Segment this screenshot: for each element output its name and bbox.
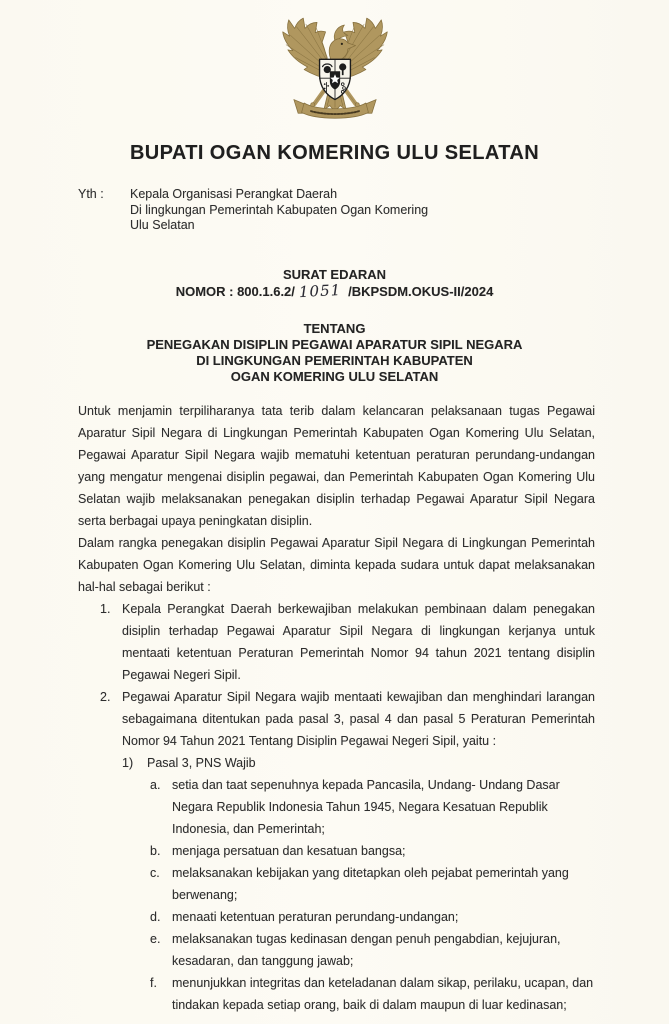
numbered-item-1: [100, 598, 595, 686]
sub-heading-pasal-3: [122, 752, 595, 774]
garuda-pancasila-icon: [275, 14, 395, 132]
about-block: [0, 321, 669, 385]
about-line: OGAN KOMERING ULU SELATAN: [230, 368, 439, 384]
addressee-line: Ulu Selatan: [130, 218, 195, 232]
letter-item-c: [150, 862, 595, 906]
addressee-line: Kepala Organisasi Perangkat Daerah: [130, 187, 338, 201]
sub-heading-marker: 1): [122, 755, 134, 770]
letter-item-text: menaati ketentuan peraturan perundang-undangan;: [172, 909, 459, 924]
letter-item-e: [150, 928, 595, 972]
numbered-item-marker: 2.: [100, 689, 111, 704]
body-paragraph-2: Dalam rangka penegakan disiplin Pegawai Aparatur Sipil Negara di Lingkungan Pemerintah Kabupaten Ogan Komering Ulu Selatan, diminta kepada sudara untuk dapat melaksanakan hal-hal sebagai berikut :: [78, 535, 595, 594]
subject-block: [0, 266, 669, 300]
addressee-lines: [130, 187, 428, 234]
letter-item-a: [150, 774, 595, 840]
letter-item-marker: e.: [150, 931, 161, 946]
document-type: SURAT EDARAN: [282, 266, 387, 282]
letter-item-marker: c.: [150, 865, 160, 880]
letter-item-marker: f.: [150, 975, 157, 990]
addressee-line: Di lingkungan Pemerintah Kabupaten Ogan Komering: [130, 202, 429, 217]
letter-item-text: setia dan taat sepenuhnya kepada Pancasila, Undang- Undang Dasar Negara Republik Indonesia Tahun 1945, Negara Kesatuan Republik Indonesia, dan Pemerintah;: [172, 777, 560, 836]
document-number-suffix: /BKPSDM.OKUS-II/2024: [348, 283, 494, 299]
garuda-pancasila-emblem: [0, 0, 669, 132]
letterhead-title: BUPATI OGAN KOMERING ULU SELATAN: [129, 142, 540, 164]
letter-item-text: melaksanakan tugas kedinasan dengan penuh pengabdian, kejujuran, kesadaran, dan tanggung jawab;: [172, 931, 561, 968]
numbered-item-2: [100, 686, 595, 752]
numbered-item-marker: 1.: [100, 601, 111, 616]
letter-item-marker: b.: [150, 843, 161, 858]
about-label: TENTANG: [303, 320, 366, 336]
letter-item-d: [150, 906, 595, 928]
letter-item-marker: d.: [150, 909, 161, 924]
document-number-handwritten: 1051: [298, 280, 342, 301]
letter-item-text: menjaga persatuan dan kesatuan bangsa;: [172, 843, 406, 858]
addressee-block: [78, 187, 669, 234]
document-number-prefix: NOMOR : 800.1.6.2/: [175, 283, 295, 299]
body-paragraph-1: Untuk menjamin terpiliharanya tata terib dalam kelancaran pelaksanaan tugas Pegawai Aparatur Sipil Negara di Lingkungan Pemerintah Kabupaten Ogan Komering Ulu Selatan, Pegawai Aparatur Sipil Negara wajib mematuhi ketentuan peraturan perundang-undangan yang mengatur mengenai disiplin pegawai, dan Pemerintah Kabupaten Ogan Komering Ulu Selatan wajib melaksanakan penegakan disiplin terhadap Pegawai Aparatur Sipil Negara serta berbagai upaya peningkatan disiplin.: [78, 403, 595, 528]
letter-item-b: [150, 840, 595, 862]
numbered-item-text: Kepala Perangkat Daerah berkewajiban melakukan pembinaan dalam penegakan disiplin terhadap Pegawai Aparatur Sipil Negara di lingkungan kerjanya untuk mentaati ketentuan Peraturan Pemerintah Nomor 94 tahun 2021 tentang disiplin Pegawai Negeri Sipil.: [122, 601, 595, 682]
letter-item-text: melaksanakan kebijakan yang ditetapkan oleh pejabat pemerintah yang berwenang;: [172, 865, 569, 902]
about-line: DI LINGKUNGAN PEMERINTAH KABUPATEN: [196, 352, 473, 368]
sub-heading-text: Pasal 3, PNS Wajib: [147, 755, 256, 770]
letter-item-f: [150, 972, 595, 1016]
letter-body: [78, 400, 595, 1016]
letter-item-text: menunjukkan integritas dan keteladanan dalam sikap, perilaku, ucapan, dan tindakan kepada setiap orang, baik di dalam maupun di luar kedinasan;: [172, 975, 594, 1012]
about-line: PENEGAKAN DISIPLIN PEGAWAI APARATUR SIPIL NEGARA: [146, 336, 523, 352]
letter-item-marker: a.: [150, 777, 161, 792]
numbered-item-text: Pegawai Aparatur Sipil Negara wajib mentaati kewajiban dan menghindari larangan sebagaimana ditentukan pada pasal 3, pasal 4 dan pasal 5 Peraturan Pemerintah Nomor 94 Tahun 2021 Tentang Disiplin Pegawai Negeri Sipil, yaitu :: [122, 689, 595, 748]
addressee-label: Yth :: [78, 187, 104, 201]
document-number-line: [0, 280, 669, 301]
